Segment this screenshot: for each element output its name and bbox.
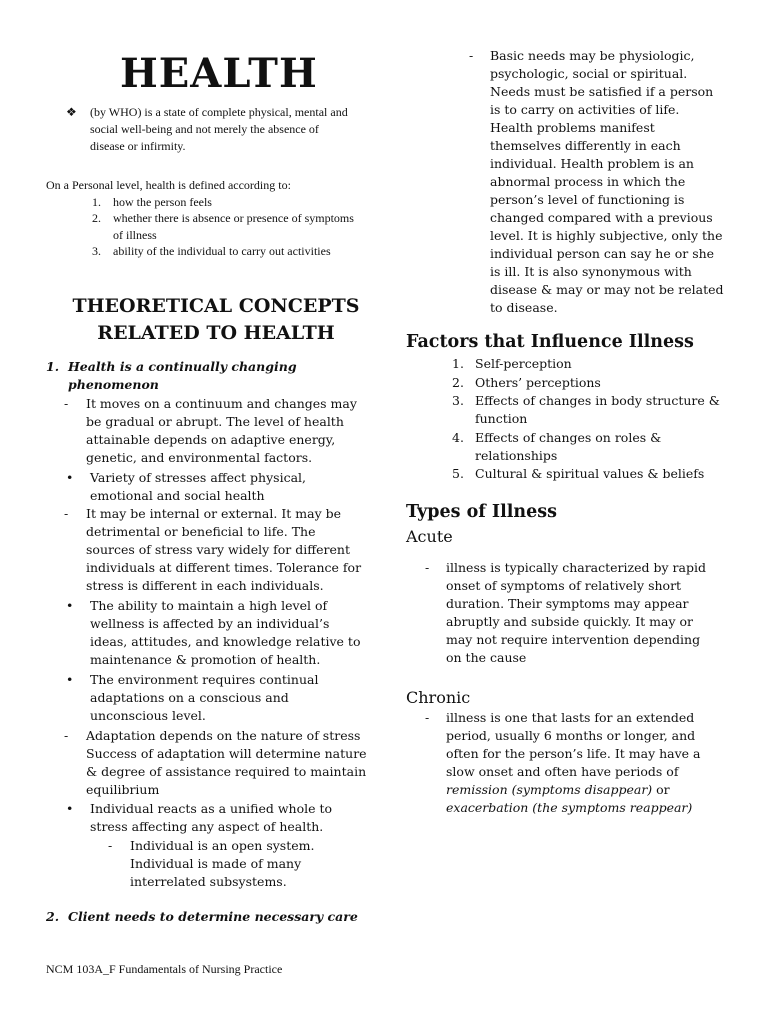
p1-bullet-1: Variety of stresses affect physical, emotional and social health [90,470,306,503]
dash-marker: - [425,710,430,725]
p1-bullet-3: The environment requires continual adaptations on a conscious and unconscious level. [90,672,319,723]
list-number: 2. [92,211,101,225]
chronic-main: illness is one that lasts for an extended period, usually 6 months or longer, and often for the person’s life. It may have a slow onset and often have periods of [446,710,701,779]
dash-marker: - [425,560,430,575]
factors-heading: Factors that Influence Illness [406,332,694,352]
chronic-remission: remission (symptoms disappear) [446,782,653,797]
factor-item: Effects of changes in body structure & function [475,393,720,426]
dash-marker: - [64,396,69,411]
factor-item: Effects of changes on roles & relationships [475,430,662,463]
bullet-icon: • [66,598,74,613]
point-number: 1. [46,359,60,374]
bullet-icon: • [66,470,74,485]
chronic-heading: Chronic [406,688,471,707]
list-number: 1. [92,195,101,209]
acute-text: illness is typically characterized by rapid onset of symptoms of relatively short duration. Their symptoms may appear abruptly and subside quickly. It may or may not require intervention depending on the cause [446,560,706,665]
bullet-icon: • [66,672,74,687]
dash-marker: - [64,728,69,743]
basic-needs-text: Basic needs may be physiologic, psychologic, social or spiritual. Needs must be satisfied if a person is to carry on activities of life. Health problems manifest themselves differently in each individual. Health problem is an abnormal process in which the person’s level of functioning is changed compared with a previous level. It is highly subjective, only the individual person can say he or she is ill. It is also synonymous with disease & may or may not be related to disease. [490,48,724,315]
acute-heading: Acute [406,527,453,546]
factor-item: Self-perception [475,356,572,371]
list-number: 5. [452,466,464,481]
theoretical-heading-line2: RELATED TO HEALTH [97,322,335,344]
p1-subdash: Individual is an open system. Individual is made of many interrelated subsystems. [130,838,315,889]
list-number: 2. [452,375,464,390]
factor-item: Cultural & spiritual values & beliefs [475,466,705,481]
dash-marker: - [64,506,69,521]
list-number: 3. [452,393,464,408]
point-2-heading: Client needs to determine necessary care [68,909,358,924]
theoretical-heading-line1: THEORETICAL CONCEPTS [72,295,360,317]
point-1-heading: Health is a continually changing phenomenon [68,359,297,392]
p1-bullet-2: The ability to maintain a high level of wellness is affected by an individual’s ideas, attitudes, and knowledge relative to maintenance & promotion of health. [90,598,361,667]
factor-item: Others’ perceptions [475,375,601,390]
who-definition: (by WHO) is a state of complete physical, mental and social well-being and not merely the absence of disease or infirmity. [90,105,348,153]
list-item: whether there is absence or presence of symptoms of illness [113,211,354,242]
chronic-exacerbation: exacerbation (the symptoms reappear) [446,800,693,815]
theoretical-heading [46,293,386,347]
list-number: 3. [92,244,101,258]
list-number: 1. [452,356,464,371]
p1-bullet-4: Individual reacts as a unified whole to stress affecting any aspect of health. [90,801,333,834]
p1-dash-3: Adaptation depends on the nature of stress Success of adaptation will determine nature & degree of assistance required to maintain equilibrium [86,728,367,797]
page-title: HEALTH [120,50,318,97]
point-number: 2. [46,909,60,924]
chronic-or: or [656,782,670,797]
personal-level-intro: On a Personal level, health is defined according to: [46,178,291,192]
diamond-bullet-icon: ❖ [66,105,77,119]
p1-dash-2: It may be internal or external. It may be detrimental or beneficial to life. The sources of stress vary widely for different individuals at different times. Tolerance for stress is different in each individuals. [86,506,362,593]
types-heading: Types of Illness [406,502,557,522]
list-item: how the person feels [113,195,212,209]
p1-dash-1: It moves on a continuum and changes may be gradual or abrupt. The level of health attainable depends on adaptive energy, genetic, and environmental factors. [86,396,357,465]
dash-marker: - [469,48,474,63]
footer: NCM 103A_F Fundamentals of Nursing Practice [46,962,283,976]
list-number: 4. [452,430,464,445]
bullet-icon: • [66,801,74,816]
chronic-text [446,709,716,817]
dash-marker: - [108,838,113,853]
list-item: ability of the individual to carry out activities [113,244,331,258]
